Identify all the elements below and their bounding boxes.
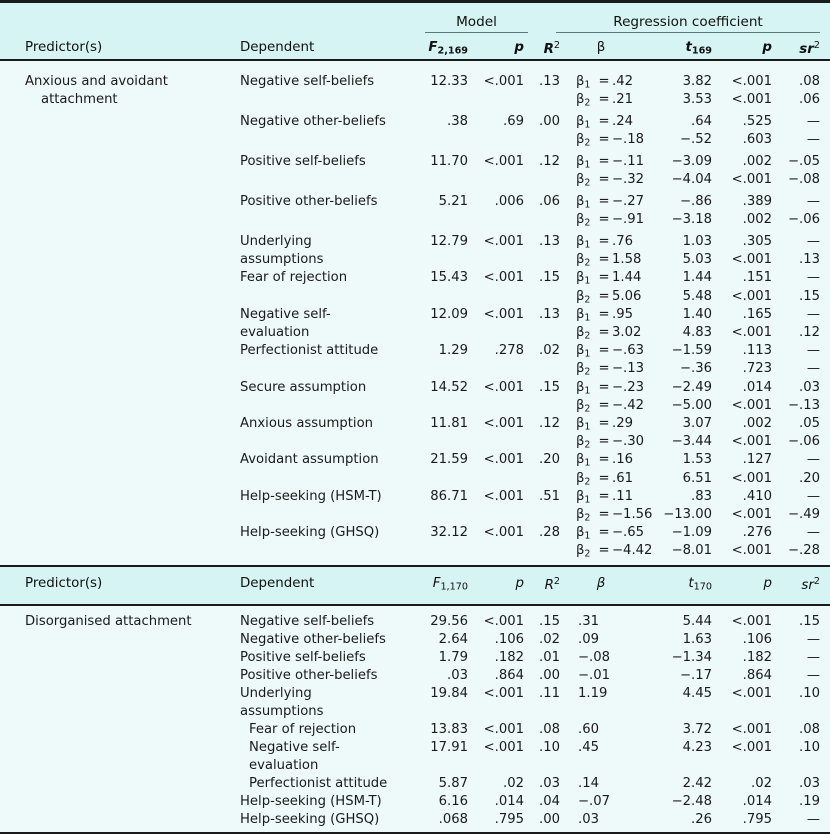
section-1-predictor-line-1: Anxious and avoidant	[25, 74, 168, 89]
table-row-p: .106	[494, 632, 524, 647]
table-row-F: 12.79	[430, 234, 468, 249]
header-predictor-1: Predictor(s)	[25, 40, 103, 55]
table-row-beta-expression: $\beta_1 = .42$	[576, 74, 633, 91]
table-row-p2: <.001	[731, 288, 772, 304]
table-row-t: .83	[691, 488, 712, 504]
table-row-beta-expression: $\beta_2 = -.18$	[576, 132, 645, 149]
table-row-beta-expression: $\beta_2 = -.91$	[576, 212, 645, 229]
table-row-dependent: Positive self-beliefs	[240, 650, 366, 665]
table-row-p: <.001	[483, 416, 524, 431]
table-row-dependent: Positive other-beliefs	[240, 194, 378, 209]
table-row-beta: .14	[578, 776, 599, 791]
table-row-t: −3.18	[671, 212, 712, 228]
table-row-F: 17.91	[430, 740, 468, 755]
table-row-dependent: Help-seeking (GHSQ)	[240, 812, 380, 827]
table-row-beta-expression: $\beta_2 = -1.56$	[576, 507, 653, 524]
table-row-beta-expression: $\beta_1 = .11$	[576, 488, 633, 506]
table-row-dependent: Anxious assumption	[240, 416, 373, 431]
table-row-sr2: .15	[799, 288, 820, 304]
table-row-dependent: Fear of rejection	[240, 270, 348, 286]
table-row-sr2: −.13	[787, 397, 820, 413]
table-row-R2: .00	[539, 812, 560, 827]
table-row-beta: .31	[578, 614, 599, 629]
table-row-beta-expression: $\beta_1 = .16$	[576, 452, 633, 469]
table-row-beta-expression: $\beta_2 = -.13$	[576, 361, 645, 378]
table-row-sr2: −.08	[787, 172, 820, 188]
section-1-predictor-line-2: attachment	[41, 92, 118, 107]
table-row-p: <.001	[483, 740, 524, 755]
table-row-R2: .01	[539, 650, 560, 665]
table-row-p2: .182	[742, 650, 772, 665]
table-row-p2: .795	[742, 812, 772, 827]
table-row-beta-expression: $\beta_2 = 5.06$	[576, 288, 642, 306]
table-row-F: 21.59	[430, 452, 468, 468]
table-row-t: −.86	[679, 194, 712, 209]
table-row-p2: <.001	[731, 470, 772, 486]
table-row-F: .068	[438, 812, 468, 827]
table-row-dependent: Help-seeking (GHSQ)	[240, 525, 380, 541]
table-row-dependent-cont: evaluation	[249, 758, 319, 773]
table-row-p2: .014	[742, 794, 772, 809]
table-row-beta-expression: $\beta_1 = -.27$	[576, 194, 645, 211]
table-row-p2: .02	[751, 776, 772, 791]
table-row-p: <.001	[483, 234, 524, 249]
table-row-F: 86.71	[430, 488, 468, 504]
table-row-p2: .165	[742, 306, 772, 322]
table-row-t: −.17	[679, 668, 712, 683]
table-row-F: 6.16	[438, 794, 468, 809]
table-row-t: 5.03	[682, 252, 712, 268]
table-row-p2: .389	[742, 194, 772, 209]
table-row-p: .014	[494, 794, 524, 809]
table-row-beta-expression: $\beta_1 = -.65$	[576, 525, 645, 542]
table-row-R2: .04	[539, 794, 560, 809]
table-row-p: .02	[503, 776, 524, 791]
table-row-beta-expression: $\beta_1 = -.11$	[576, 154, 645, 171]
table-row-t: −2.49	[671, 379, 712, 395]
table-row-sr2: —	[806, 361, 820, 377]
table-row-beta-expression: $\beta_2 = 1.58$	[576, 252, 642, 269]
table-row-beta: .09	[578, 632, 599, 647]
table-row-p: <.001	[483, 379, 524, 395]
table-row-dependent: Negative other-beliefs	[240, 632, 386, 647]
table-row-p2: .305	[742, 234, 772, 249]
table-row-F: 2.64	[438, 632, 468, 647]
table-row-sr2: −.49	[787, 507, 820, 522]
table-row-beta-expression: $\beta_1 = .24$	[576, 114, 633, 131]
table-row-p: <.001	[483, 722, 524, 737]
table-row-sr2: −.05	[787, 154, 820, 169]
table-row-dependent: Perfectionist attitude	[240, 343, 379, 359]
table-row-R2: .15	[539, 614, 560, 629]
table-row-p2: .127	[742, 452, 772, 468]
table-row-t: 1.53	[682, 452, 712, 468]
table-row-F: 29.56	[430, 614, 468, 629]
table-row-p: <.001	[483, 614, 524, 629]
table-row-p2: <.001	[731, 252, 772, 268]
table-row-p2: .113	[742, 343, 772, 359]
table-row-R2: .28	[539, 525, 560, 541]
table-row-t: −.52	[679, 132, 712, 148]
table-row-sr2: —	[806, 650, 820, 665]
table-row-F: 13.83	[430, 722, 468, 737]
table-row-sr2: .13	[799, 252, 820, 268]
table-row-beta-expression: $\beta_1 = .95$	[576, 306, 633, 324]
table-row-R2: .13	[539, 306, 560, 322]
regression-group-rule	[556, 32, 820, 33]
header-sr2-2: $sr^2$	[801, 576, 820, 593]
table-row-t: 1.03	[682, 234, 712, 249]
table-row-F: 5.21	[438, 194, 468, 209]
header-beta-2: β	[596, 576, 606, 591]
table-row-p2: <.001	[731, 172, 772, 188]
table-row-t: 5.48	[682, 288, 712, 304]
table-row-dependent: Perfectionist attitude	[249, 776, 388, 791]
table-row-p2: .864	[742, 668, 772, 683]
table-row-sr2: —	[806, 194, 820, 209]
table-row-p2: <.001	[731, 686, 772, 701]
table-row-beta-expression: $\beta_2 = -.30$	[576, 434, 645, 451]
table-row-p: .278	[494, 343, 524, 359]
header-t-1: t169	[685, 40, 712, 57]
table-row-sr2: —	[806, 525, 820, 541]
table-row-p: <.001	[483, 154, 524, 169]
table-row-sr2: —	[806, 343, 820, 359]
table-row-t: 2.42	[682, 776, 712, 791]
table-row-sr2: −.06	[787, 434, 820, 450]
top-rule	[0, 0, 830, 3]
table-row-F: 32.12	[430, 525, 468, 541]
table-row-dependent: Underlying	[240, 234, 312, 249]
table-row-p2: <.001	[731, 614, 772, 629]
header-R2-2: $R^2$	[544, 576, 560, 593]
table-row-p2: <.001	[731, 543, 772, 559]
table-row-t: 3.82	[682, 74, 712, 89]
table-row-dependent: Fear of rejection	[249, 722, 357, 737]
table-row-t: 1.63	[682, 632, 712, 647]
table-row-beta: −.07	[578, 794, 611, 809]
table-row-beta-expression: $\beta_2 = -4.42$	[576, 543, 653, 560]
table-row-F: 11.81	[430, 416, 468, 431]
table-row-dependent: Negative self-beliefs	[240, 614, 375, 629]
table-row-beta: −.01	[578, 668, 611, 683]
table-row-dependent: Help-seeking (HSM-T)	[240, 488, 382, 504]
table-row-p2: .276	[742, 525, 772, 541]
table-row-sr2: .03	[799, 776, 820, 791]
table-row-sr2: −.06	[787, 212, 820, 228]
table-row-sr2: —	[806, 668, 820, 683]
table-row-p2: .151	[742, 270, 772, 286]
table-row-R2: .13	[539, 234, 560, 249]
table-row-sr2: −.28	[787, 543, 820, 559]
table-row-t: .64	[691, 114, 712, 129]
header-R2-1: $R^2$	[543, 40, 560, 57]
table-row-beta-expression: $\beta_1 = 1.44$	[576, 270, 642, 287]
table-row-sr2: .10	[799, 686, 820, 701]
header-F-1: F2,169	[428, 40, 468, 57]
table-row-R2: .20	[539, 452, 560, 468]
table-row-R2: .03	[539, 776, 560, 791]
table-row-p2: <.001	[731, 507, 772, 522]
table-row-sr2: —	[806, 452, 820, 468]
table-row-R2: .11	[539, 686, 560, 701]
table-row-sr2: .19	[799, 794, 820, 809]
group-header-regression-coefficient: Regression coefficient	[613, 14, 763, 30]
table-row-beta-expression: $\beta_2 = -.32$	[576, 172, 645, 189]
table-row-t: 1.44	[682, 270, 712, 286]
table-row-F: 12.33	[430, 74, 468, 89]
table-row-sr2: —	[806, 132, 820, 148]
table-row-beta: .60	[578, 722, 599, 737]
table-row-sr2: .20	[799, 470, 820, 486]
table-row-dependent: Secure assumption	[240, 379, 367, 395]
table-row-p2: <.001	[731, 325, 772, 340]
table-row-t: −2.48	[671, 794, 712, 809]
table-row-sr2: —	[806, 114, 820, 129]
table-row-dependent-cont: assumptions	[240, 252, 324, 268]
table-row-sr2: .08	[799, 74, 820, 89]
table-row-t: −.36	[679, 361, 712, 377]
table-row-t: −4.04	[671, 172, 712, 188]
table-row-t: −5.00	[671, 397, 712, 413]
table-row-F: .03	[447, 668, 468, 683]
header-p-1: p	[514, 40, 524, 55]
table-row-R2: .08	[539, 722, 560, 737]
table-row-dependent-cont: evaluation	[240, 325, 310, 340]
table-row-R2: .00	[539, 668, 560, 683]
table-row-p2: .603	[742, 132, 772, 148]
table-row-t: 3.07	[682, 416, 712, 431]
table-row-t: −13.00	[663, 507, 712, 522]
table-row-beta-expression: $\beta_2 = .61$	[576, 470, 633, 488]
table-row-F: 5.87	[438, 776, 468, 791]
table-row-F: 14.52	[430, 379, 468, 395]
table-row-dependent: Avoidant assumption	[240, 452, 379, 468]
table-row-p: <.001	[483, 686, 524, 701]
table-row-dependent: Negative self-beliefs	[240, 74, 375, 89]
table-row-p2: .002	[742, 212, 772, 228]
table-row-R2: .12	[539, 416, 560, 431]
table-row-p: <.001	[483, 452, 524, 468]
table-row-R2: .10	[539, 740, 560, 755]
table-row-dependent-cont: assumptions	[240, 704, 324, 719]
table-row-p: <.001	[483, 306, 524, 322]
table-row-t: 4.83	[682, 325, 712, 340]
table-row-p: <.001	[483, 525, 524, 541]
header-p2-2: p	[763, 576, 772, 591]
table-row-t: 3.72	[682, 722, 712, 737]
header-sr2-1: $sr^2$	[799, 40, 820, 57]
section-2-top-rule	[0, 565, 830, 567]
table-row-R2: .00	[539, 114, 560, 129]
table-row-p2: <.001	[731, 434, 772, 450]
table-row-R2: .02	[539, 343, 560, 359]
table-row-sr2: .10	[799, 740, 820, 755]
table-row-p: .864	[494, 668, 524, 683]
table-row-dependent: Negative self-	[249, 740, 340, 755]
table-row-p2: <.001	[731, 74, 772, 89]
table-row-dependent: Underlying	[240, 686, 312, 701]
header-p-2: p	[515, 576, 524, 591]
table-row-R2: .51	[539, 488, 560, 504]
table-row-sr2: .03	[799, 379, 820, 395]
table-row-t: .26	[691, 812, 712, 827]
table-row-t: −3.09	[671, 154, 712, 169]
table-row-t: 4.45	[682, 686, 712, 701]
table-row-beta-expression: $\beta_2 = 3.02$	[576, 325, 642, 342]
header-F-2: $F_{1,170}$	[432, 576, 468, 593]
table-row-t: 1.40	[682, 306, 712, 322]
table-row-p: <.001	[483, 74, 524, 89]
table-row-beta-expression: $\beta_1 = -.23$	[576, 379, 645, 397]
header-beta-1: β	[596, 40, 606, 55]
table-row-sr2: —	[806, 234, 820, 249]
table-row-F: .38	[447, 114, 468, 129]
section-2-header-rule	[0, 604, 830, 606]
table-row-dependent: Positive self-beliefs	[240, 154, 366, 169]
group-header-model: Model	[456, 14, 497, 30]
table-row-sr2: —	[806, 632, 820, 647]
table-row-dependent: Negative self-	[240, 306, 331, 322]
table-row-p2: <.001	[731, 92, 772, 108]
table-row-beta-expression: $\beta_1 = -.63$	[576, 343, 645, 360]
model-group-rule	[425, 32, 528, 33]
table-row-F: 15.43	[430, 270, 468, 286]
table-row-beta: −.08	[578, 650, 611, 665]
table-row-sr2: .15	[799, 614, 820, 629]
table-row-R2: .15	[539, 379, 560, 395]
header-dependent-2: Dependent	[240, 576, 315, 591]
table-row-beta-expression: $\beta_1 = .76$	[576, 234, 633, 251]
table-row-beta: 1.19	[578, 686, 608, 701]
header-dependent-1: Dependent	[240, 40, 315, 55]
table-row-p2: .525	[742, 114, 772, 129]
section-2-predictor: Disorganised attachment	[25, 614, 192, 629]
header-t-2: $t_{170}$	[688, 576, 712, 593]
table-row-t: −1.34	[671, 650, 712, 665]
table-row-sr2: —	[806, 488, 820, 504]
table-row-R2: .12	[539, 154, 560, 169]
table-row-p2: .106	[742, 632, 772, 647]
table-row-beta: .45	[578, 740, 599, 755]
table-row-R2: .15	[539, 270, 560, 286]
table-row-t: 3.53	[682, 92, 712, 108]
table-row-dependent: Negative other-beliefs	[240, 114, 386, 129]
table-row-F: 19.84	[430, 686, 468, 701]
table-row-p2: .002	[742, 154, 772, 169]
table-row-beta-expression: $\beta_1 = .29$	[576, 416, 633, 433]
table-row-sr2: —	[806, 306, 820, 322]
table-row-p: .69	[503, 114, 524, 129]
table-row-beta-expression: $\beta_2 = -.42$	[576, 397, 645, 415]
table-row-R2: .02	[539, 632, 560, 647]
table-row-t: −1.59	[671, 343, 712, 359]
table-row-F: 1.29	[438, 343, 468, 359]
table-row-t: 6.51	[682, 470, 712, 486]
table-row-p: <.001	[483, 488, 524, 504]
table-row-F: 1.79	[438, 650, 468, 665]
table-row-t: −8.01	[671, 543, 712, 559]
table-row-p2: .002	[742, 416, 772, 431]
header-p2-1: p	[762, 40, 772, 55]
table-row-sr2: —	[806, 270, 820, 286]
table-row-F: 11.70	[430, 154, 468, 169]
table-row-p2: <.001	[731, 722, 772, 737]
header-rule-section-1	[0, 59, 830, 61]
table-row-dependent: Positive other-beliefs	[240, 668, 378, 683]
table-row-p2: .723	[742, 361, 772, 377]
table-row-p2: .410	[742, 488, 772, 504]
table-row-t: −1.09	[671, 525, 712, 541]
table-row-p: .006	[494, 194, 524, 209]
table-row-sr2: .06	[799, 92, 820, 108]
table-row-sr2: .08	[799, 722, 820, 737]
table-row-p2: <.001	[731, 397, 772, 413]
table-row-dependent: Help-seeking (HSM-T)	[240, 794, 382, 809]
table-row-p: <.001	[483, 270, 524, 286]
table-row-F: 12.09	[430, 306, 468, 322]
table-row-t: 4.23	[682, 740, 712, 755]
table-row-p2: <.001	[731, 740, 772, 755]
table-row-p: .795	[494, 812, 524, 827]
table-row-beta: .03	[578, 812, 599, 827]
table-row-sr2: —	[806, 812, 820, 827]
table-row-t: −3.44	[671, 434, 712, 450]
table-row-p: .182	[494, 650, 524, 665]
table-row-p2: .014	[742, 379, 772, 395]
table-row-R2: .13	[539, 74, 560, 89]
header-predictor-2: Predictor(s)	[25, 576, 103, 591]
table-row-t: 5.44	[682, 614, 712, 629]
table-row-R2: .06	[539, 194, 560, 209]
table-row-beta-expression: $\beta_2 = .21$	[576, 92, 633, 109]
table-row-sr2: .05	[799, 416, 820, 431]
table-row-sr2: .12	[799, 325, 820, 340]
